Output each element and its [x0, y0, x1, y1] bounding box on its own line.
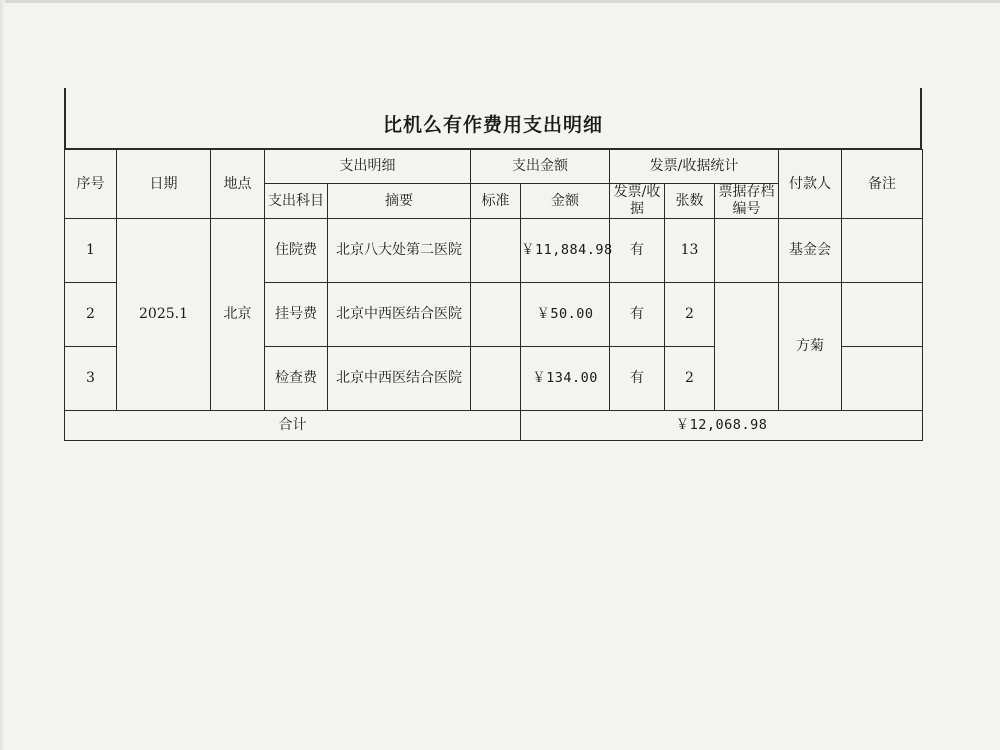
- total-row: [65, 411, 923, 441]
- total-label: 合计: [65, 411, 521, 441]
- row-standard: [471, 347, 521, 411]
- row-count: 2: [665, 347, 715, 411]
- header-row-main: [65, 150, 923, 184]
- expense-table: [64, 149, 923, 441]
- scan-edge-left: [0, 0, 5, 750]
- header-detail-group: 支出明细: [265, 150, 471, 184]
- header-invoice-group: 发票/收据统计: [610, 150, 779, 184]
- place-cell: 北京: [211, 219, 265, 411]
- row-summary: 北京中西医结合医院: [328, 283, 471, 347]
- header-subject: 支出科目: [265, 184, 328, 219]
- row-archive-no: [715, 283, 779, 411]
- header-archive-no-text: 票据存档编号: [718, 184, 775, 217]
- row-standard: [471, 219, 521, 283]
- title-row: [64, 88, 922, 149]
- row-archive-no: [715, 219, 779, 283]
- row-subject: 挂号费: [265, 283, 328, 347]
- header-archive-no: [715, 184, 779, 219]
- header-invoice-has-text: 发票/收据: [613, 184, 661, 217]
- row-summary: 北京中西医结合医院: [328, 347, 471, 411]
- header-remark: 备注: [842, 150, 923, 219]
- row-seq: 2: [65, 283, 117, 347]
- header-amount-group: 支出金额: [471, 150, 610, 184]
- payer-cell: 方菊: [779, 283, 842, 411]
- row-count: 13: [665, 219, 715, 283]
- row-amount: ￥134.00: [521, 347, 610, 411]
- row-seq: 1: [65, 219, 117, 283]
- row-amount: ￥11,884.98: [521, 219, 610, 283]
- row-standard: [471, 283, 521, 347]
- header-seq: 序号: [65, 150, 117, 219]
- expense-document: [64, 88, 922, 441]
- header-standard: 标准: [471, 184, 521, 219]
- header-summary: 摘要: [328, 184, 471, 219]
- row-amount: ￥50.00: [521, 283, 610, 347]
- header-payer: 付款人: [779, 150, 842, 219]
- row-remark: [842, 347, 923, 411]
- row-subject: 检查费: [265, 347, 328, 411]
- table-row: [65, 219, 923, 283]
- row-invoice: 有: [610, 347, 665, 411]
- payer-cell: 基金会: [779, 219, 842, 283]
- header-date: 日期: [117, 150, 211, 219]
- scan-edge: [0, 0, 1000, 3]
- row-subject: 住院费: [265, 219, 328, 283]
- row-remark: [842, 283, 923, 347]
- page-title: 比机么有作费用支出明细: [382, 114, 603, 136]
- row-count: 2: [665, 283, 715, 347]
- row-summary: 北京八大处第二医院: [328, 219, 471, 283]
- row-invoice: 有: [610, 219, 665, 283]
- row-invoice: 有: [610, 283, 665, 347]
- header-invoice-has: [610, 184, 665, 219]
- total-amount: ￥12,068.98: [521, 411, 923, 441]
- header-place: 地点: [211, 150, 265, 219]
- date-cell: 2025.1: [117, 219, 211, 411]
- row-remark: [842, 219, 923, 283]
- header-count: 张数: [665, 184, 715, 219]
- header-amount: 金额: [521, 184, 610, 219]
- row-seq: 3: [65, 347, 117, 411]
